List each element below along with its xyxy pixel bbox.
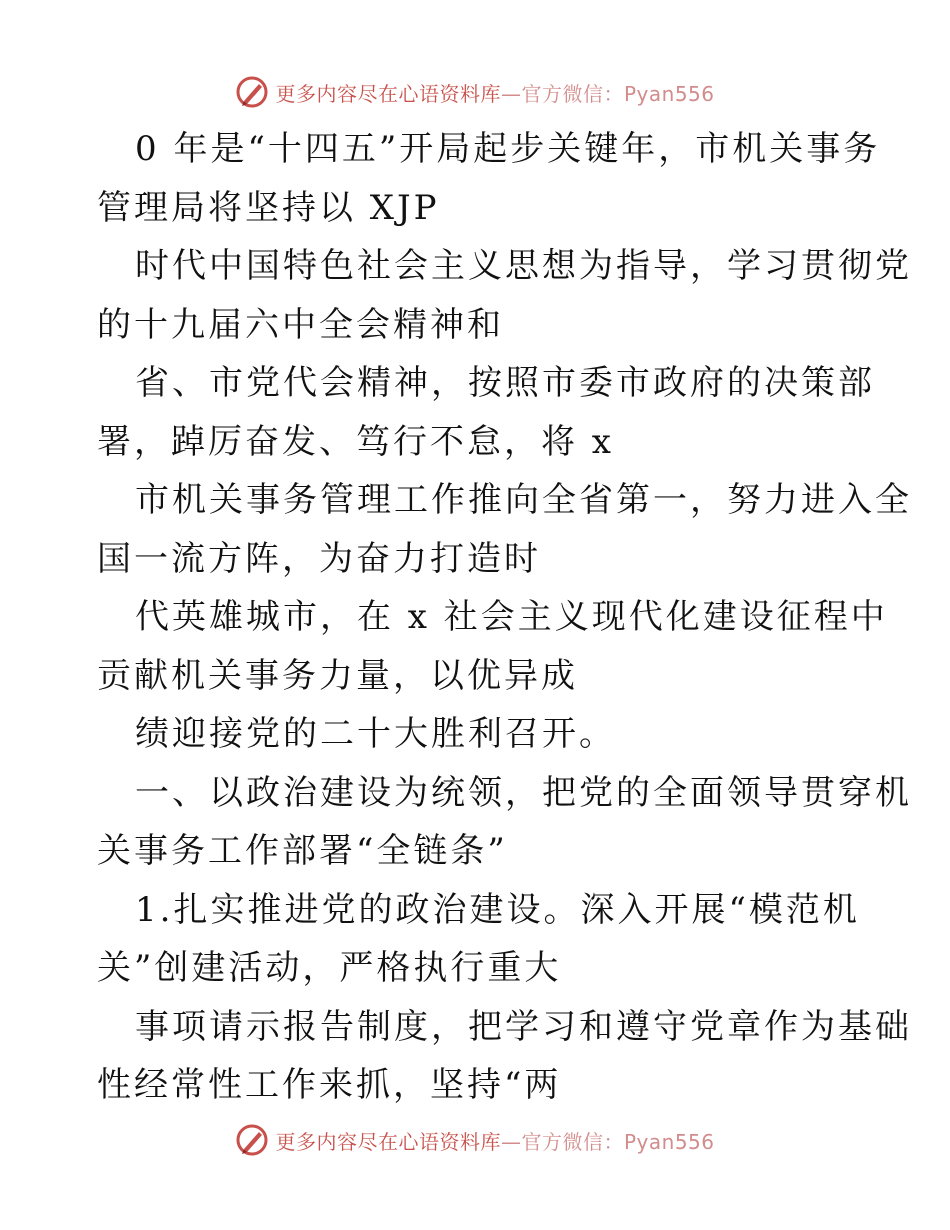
pen-logo-icon (235, 1123, 269, 1157)
section-heading-line: 关事务工作部署“全链条” (97, 831, 508, 871)
text-line: 性经常性工作来抓，坚持“两 (97, 1065, 562, 1105)
header-watermark (0, 72, 950, 112)
text-line: 事项请示报告制度，把学习和遵守党章作为基础 (135, 1006, 912, 1047)
text-line: 的十九届六中全会精神和 (97, 304, 504, 345)
text-line: 市机关事务管理工作推向全省第一，努力进入全 (135, 480, 912, 520)
watermark-text: 更多内容尽在心语资料库—官方微信：Pyan556 (275, 81, 715, 106)
text-line: 时代中国特色社会主义思想为指导，学习贯彻党 (135, 246, 912, 286)
text-line: 国一流方阵，为奋力打造时 (97, 538, 541, 579)
section-heading-line: 一、以政治建设为统领，把党的全面领导贯穿机 (135, 772, 912, 813)
text-line: 0 年是“十四五”开局起步关键年，市机关事务 (135, 129, 881, 169)
text-line: 代英雄城市，在 x 社会主义现代化建设征程中 (135, 597, 888, 637)
text-line: 1.扎实推进党的政治建设。深入开展“模范机 (135, 889, 860, 930)
document-body (97, 120, 912, 1115)
text-line: 署，踔厉奋发、笃行不怠，将 x (97, 421, 614, 462)
text-line: 省、市党代会精神，按照市委市政府的决策部 (135, 363, 875, 403)
text-line: 贡献机关事务力量，以优异成 (97, 655, 578, 696)
text-line: 管理局将坚持以 XJP (97, 187, 440, 228)
watermark-text: 更多内容尽在心语资料库—官方微信：Pyan556 (275, 1129, 715, 1154)
text-line: 关”创建活动，严格执行重大 (97, 948, 562, 988)
footer-watermark (0, 1120, 950, 1160)
text-line: 绩迎接党的二十大胜利召开。 (135, 714, 616, 754)
pen-logo-icon (235, 75, 269, 109)
